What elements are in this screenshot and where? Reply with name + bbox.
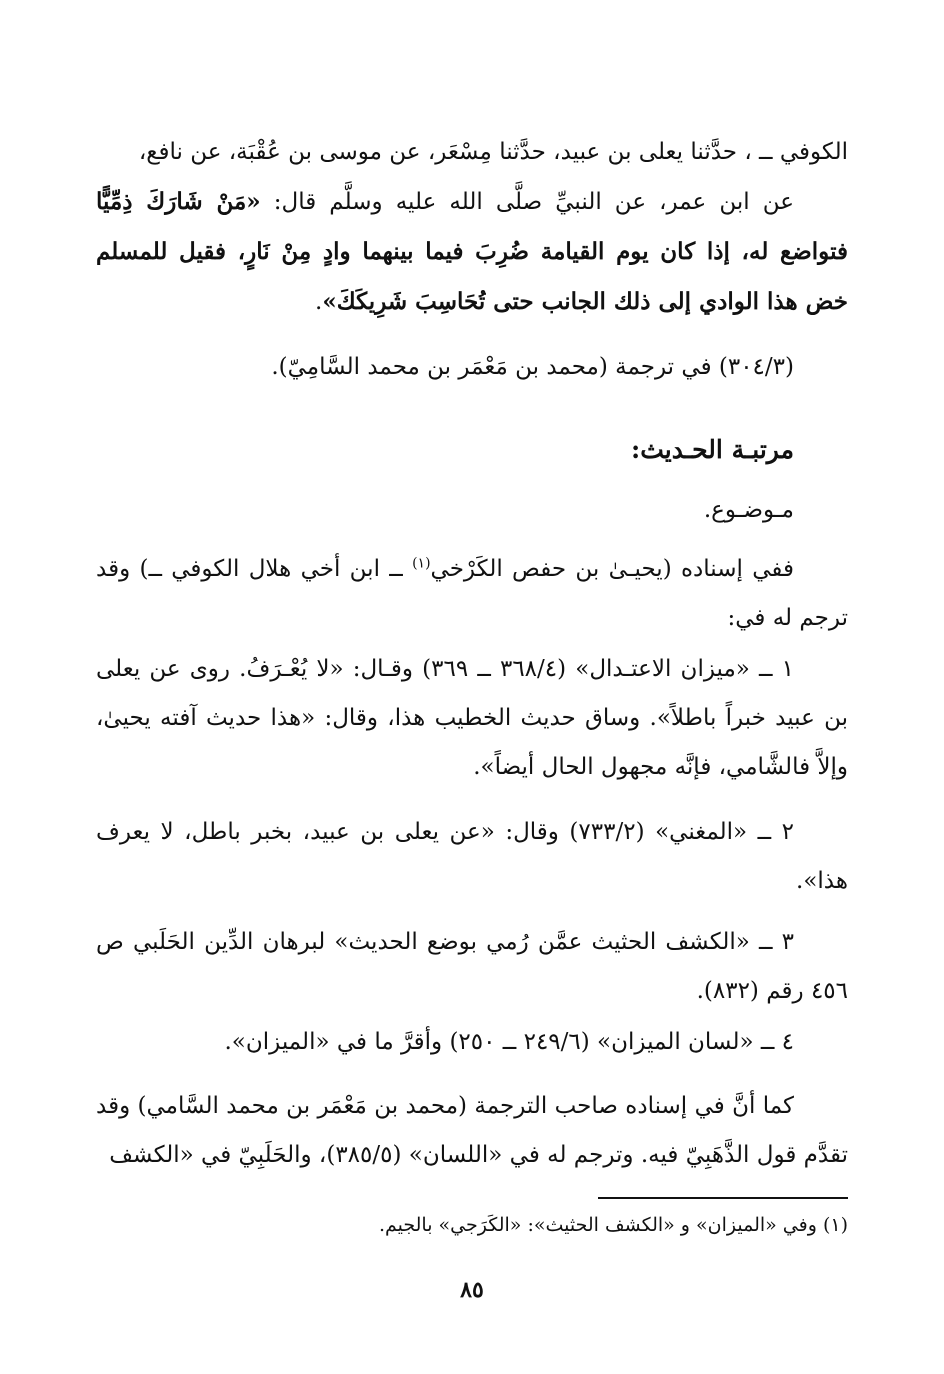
reference-item-2: ٢ ــ «المغني» (٧٣٣/٢) وقال: «عن يعلى بن عبيد، بخبر باطل، لا يعرف هذا».: [96, 819, 848, 894]
source-reference: (٣٠٤/٣) في ترجمة (محمد بن مَعْمَر بن محمد السَّامِيّ).: [271, 354, 794, 380]
footnote: (١) وفي «الميزان» و «الكشف الحثيث»: «الكَرَجي» بالجيم.: [378, 1214, 848, 1236]
opening-end: .: [315, 289, 323, 315]
grade-heading: مرتبـة الحـديث:: [630, 435, 794, 464]
footnote-divider: [598, 1197, 848, 1199]
isnad-paragraph: [96, 545, 848, 643]
also-paragraph: كما أنَّ في إسناده صاحب الترجمة (محمد بن مَعْمَر بن محمد السَّامي) وقد تقدَّم قول الذَّهَبِيّ فيه. وترجم له في «اللسان» (٣٨٥/٥)، والحَلَبِيّ في «الكشف: [96, 1093, 848, 1168]
opening-paragraph: [96, 128, 848, 327]
reference-item-1: ١ ــ «ميزان الاعتـدال» (٣٦٨/٤ ــ ٣٦٩) وقـال: «لا يُعْـرَفُ. روى عن يعلى بن عبيد خبراً باطلاً». وساق حديث الخطيب هذا، وقال: «هذا حديث آفته يحيىٰ، وإلاَّ فالشَّامي، فإنَّه مجهول الحال أيضاً».: [96, 656, 848, 780]
isnad-text-start: ففي إسناده (يحيـىٰ بن حفص الكَرْخي: [430, 556, 794, 582]
isnad-text-end: ــ ابن أخي هلال الكوفي ــ) وقد ترجم له في:: [96, 556, 848, 631]
reference-item-3: ٣ ــ «الكشف الحثيث عمَّن رُمي بوضع الحديث» لبرهان الدِّين الحَلَبي ص ٤٥٦ رقم (٨٣٢).: [96, 929, 848, 1004]
footnote-marker: (١): [412, 555, 431, 572]
reference-item-4: ٤ ــ «لسان الميزان» (٢٤٩/٦ ــ ٢٥٠) وأقرَّ ما في «الميزان».: [224, 1029, 794, 1055]
opening-line-1: الكوفي ــ ، حدَّثنا يعلى بن عبيد، حدَّثنا مِسْعَر، عن موسى بن عُقْبَة، عن نافع،: [138, 139, 848, 165]
hadith-text: «مَنْ شَارَكَ ذِمِّيًّا فتواضع له، إذا كان يوم القيامة ضُرِبَ فيما بينهما وادٍ مِنْ نَارٍ، فقيل للمسلم خض هذا الوادي إلى ذلك الجانب حتى تُحَاسِبَ شَرِيكَكَ»: [96, 188, 848, 315]
grade-value: مـوضـوع.: [703, 497, 794, 523]
page-number: ٨٥: [460, 1277, 484, 1303]
opening-line-2-start: عن ابن عمر، عن النبيِّ صلَّى الله عليه وسلَّم قال:: [260, 189, 794, 215]
